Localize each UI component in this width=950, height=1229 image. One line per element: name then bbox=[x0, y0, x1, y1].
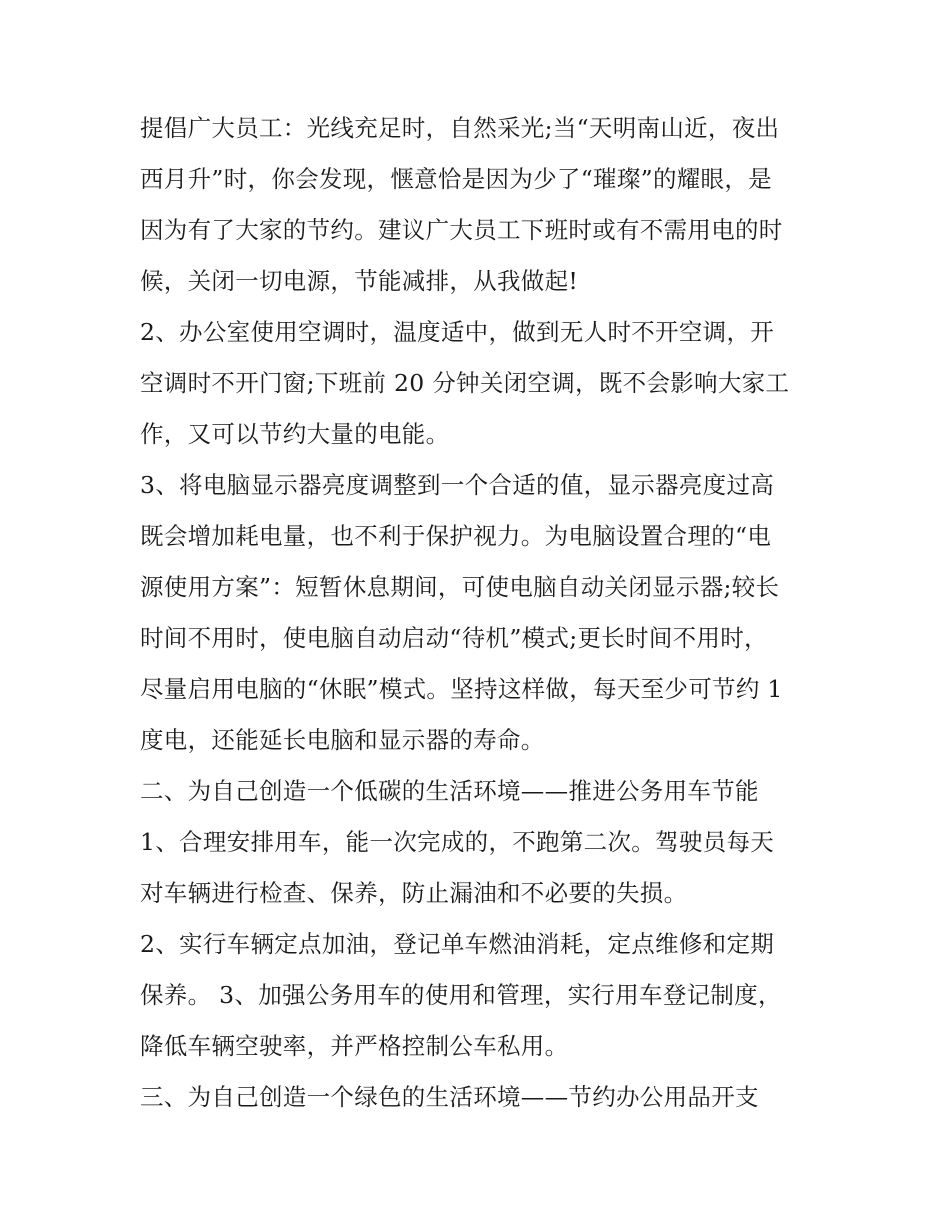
text-line: 时间不用时，使电脑自动启动“待机”模式;更长时间不用时， bbox=[140, 624, 768, 652]
text-line: 2、实行车辆定点加油，登记单车燃油消耗，定点维修和定期 bbox=[140, 930, 775, 958]
section-heading: 二、为自己创造一个低碳的生活环境——推进公务用车节能 bbox=[140, 777, 759, 805]
text-line: 西月升”时，你会发现，惬意恰是因为少了“璀璨”的耀眼，是 bbox=[140, 165, 772, 193]
text-line: 对车辆进行检查、保养，防止漏油和不必要的失损。 bbox=[140, 879, 688, 907]
text-line: 尽量启用电脑的“休眠”模式。坚持这样做，每天至少可节约 1 bbox=[140, 675, 783, 703]
text-line: 既会增加耗电量，也不利于保护视力。为电脑设置合理的“电 bbox=[140, 522, 772, 550]
text-line: 保养。 3、加强公务用车的使用和管理，实行用车登记制度， bbox=[140, 981, 782, 1009]
text-line: 2、办公室使用空调时，温度适中，做到无人时不开空调，开 bbox=[140, 318, 775, 346]
text-line: 3、将电脑显示器亮度调整到一个合适的值，显示器亮度过高 bbox=[140, 471, 775, 499]
section-heading: 三、为自己创造一个绿色的生活环境——节约办公用品开支 bbox=[140, 1083, 759, 1111]
text-line: 因为有了大家的节约。建议广大员工下班时或有不需用电的时 bbox=[140, 216, 783, 244]
text-line: 空调时不开门窗;下班前 20 分钟关闭空调，既不会影响大家工 bbox=[140, 369, 790, 397]
text-line: 候，关闭一切电源，节能减排，从我做起! bbox=[140, 267, 579, 295]
text-line: 源使用方案”：短暂休息期间，可使电脑自动关闭显示器;较长 bbox=[140, 573, 780, 601]
text-line: 度电，还能延长电脑和显示器的寿命。 bbox=[140, 726, 545, 754]
text-line: 降低车辆空驶率，并严格控制公车私用。 bbox=[140, 1032, 569, 1060]
text-line: 1、合理安排用车，能一次完成的，不跑第二次。驾驶员每天 bbox=[140, 828, 775, 856]
text-line: 作，又可以节约大量的电能。 bbox=[140, 420, 450, 448]
text-line: 提倡广大员工：光线充足时，自然采光;当“天明南山近，夜出 bbox=[140, 114, 780, 142]
